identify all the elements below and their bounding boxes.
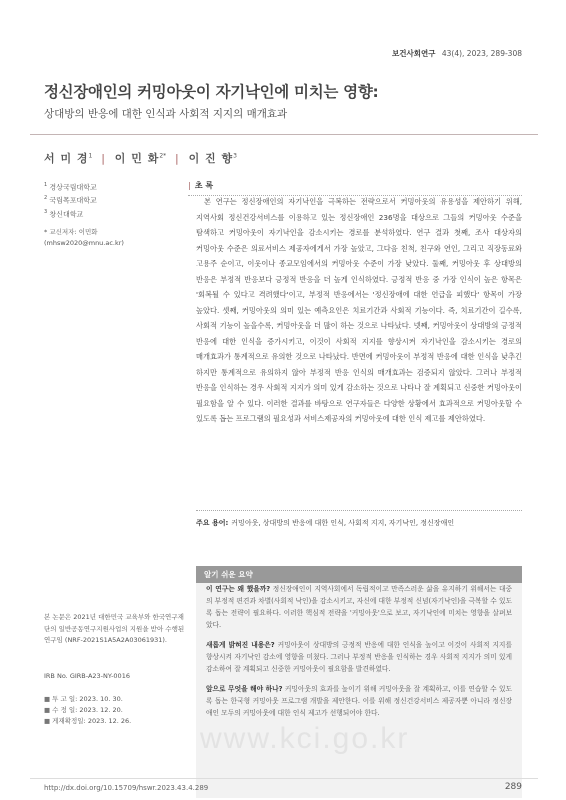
- square-bullet-icon: ■: [44, 706, 51, 714]
- affiliation-item: $^2$ 국립목포대학교: [44, 195, 97, 205]
- easy-summary-section: [196, 683, 522, 719]
- affiliation-item: $^3$ 창신대학교: [44, 208, 84, 218]
- doi-link[interactable]: http://dx.doi.org/10.15709/hswr.2023.43.4.289: [44, 784, 209, 792]
- author-sup: 1: [88, 152, 93, 160]
- title-divider: [30, 134, 538, 135]
- journal-name: 보건사회연구: [391, 49, 436, 58]
- keywords: [196, 510, 522, 528]
- easy-summary-question: 앞으로 무엇을 해야 하나?: [206, 685, 283, 693]
- page-number: 289: [504, 782, 522, 792]
- footer-divider: [30, 778, 538, 779]
- easy-summary-section: [196, 583, 522, 631]
- affiliation-list: [44, 180, 174, 249]
- irb-number: IRB No. GIRB-A23-NY-0016: [44, 672, 130, 680]
- journal-header: [392, 48, 522, 59]
- submission-dates: [44, 694, 131, 727]
- author-separator: |: [175, 152, 180, 165]
- volume-info: 43(4), 2023, 289-308: [441, 49, 522, 58]
- author-name: 이 민 화: [114, 152, 160, 165]
- easy-summary-section: [196, 639, 522, 675]
- date-row: ■ 수 정 일: 2023. 12. 20.: [44, 706, 123, 714]
- square-bullet-icon: ■: [44, 717, 51, 725]
- easy-summary-answer: 커밍아웃이 상대방의 긍정적 반응에 대한 인식을 높이고 이것이 사회적 지지를 향상시켜 자기낙인 감소에 영향을 미쳤다. 그러나 부정적 반응을 인식하는 경우 사회적 지지가 의미 있게 감소하여 잘 계획되고 신중한 커밍아웃이 필요함을 발견하였다.: [206, 641, 512, 673]
- author-name: 이 진 향: [188, 152, 234, 165]
- author-list: [44, 150, 237, 166]
- easy-summary-question: 새롭게 밝혀진 내용은?: [206, 641, 275, 649]
- date-row: ■ 투 고 일: 2023. 10. 30.: [44, 695, 123, 703]
- date-row: ■ 게재확정일: 2023. 12. 26.: [44, 717, 132, 725]
- square-bullet-icon: ■: [44, 695, 51, 703]
- author-sup: 3: [233, 152, 237, 160]
- paper-subtitle: 상대방의 반응에 대한 인식과 사회적 지지의 매개효과: [44, 108, 288, 120]
- easy-summary-answer: 커밍아웃의 효과를 높이기 위해 커밍아웃을 잘 계획하고, 이를 연습할 수 있도록 돕는 한국형 커밍아웃 프로그램 개발을 제안한다. 이를 위해 정신건강서비스 제공자뿐 아니라 정신장애인 모두의 커밍아웃에 대한 인식 제고가 선행되어야 한다.: [206, 685, 513, 717]
- author-name: 서 미 경: [44, 152, 89, 165]
- funding-note: 본 논문은 2021년 대한민국 교육부와 한국연구재단의 일반공동연구지원사업의 지원을 받아 수행된 연구임 (NRF-2021S1A5A2A03061931).: [44, 613, 185, 644]
- paper-title: 정신장애인의 커밍아웃이 자기낙인에 미치는 영향:: [44, 83, 379, 101]
- easy-summary-answer: 정신장애인이 지역사회에서 독립적이고 만족스러운 삶을 유지하기 위해서는 대중의 부정적 편견과 차별(사회적 낙인)을 감소시키고, 자신에 대한 부정적 신념(자기낙인)을 극복할 수 있도록 돕는 전략이 필요하다. 이러한 핵심적 전략을 '커밍아웃'으로 보고, 자기낙인에 미치는 영향을 살펴보았다.: [206, 585, 512, 629]
- easy-summary-box: [196, 566, 522, 798]
- abstract-heading: | 초 록: [188, 180, 522, 196]
- affiliation-item: $^1$ 경상국립대학교: [44, 182, 97, 192]
- watermark: www.kci.go.kr: [200, 722, 410, 755]
- abstract-body: 본 연구는 정신장애인의 자기낙인을 극복하는 전략으로서 커밍아웃의 유용성을 제안하기 위해, 지역사회 정신건강서비스를 이용하고 있는 정신장애인 236명을 대상으로 그들의 커밍아웃 수준을 탐색하고 커밍아웃이 자기낙인을 감소시키는 경로를 분석하였다. 연구 결과 첫째, 조사 대상자의 커밍아웃 수준은 의료서비스 제공자에게서 가장 높았고, 그다음 친척, 친구와 연인, 그리고 직장동료와 고용주 순이고, 이웃이나 종교모임에서의 커밍아웃 수준이 가장 낮았다. 둘째, 커밍아웃 후 상대방의 반응은 부정적 반응보다 긍정적 반응을 더 높게 인식하였다. 긍정적 반응 중 가장 인식이 높은 항목은 '회복될 수 있다고 격려했다'이고, 부정적 반응에서는 '정신장애에 대한 언급을 피했다' 항목이 가장 높았다. 셋째, 커밍아웃의 의미 있는 예측요인은 치료기간과 사회적 기능이다. 즉, 치료기간이 길수록, 사회적 기능이 높을수록, 커밍아웃을 더 많이 하는 것으로 나타났다. 넷째, 커밍아웃이 상대방의 긍정적 반응에 대한 인식을 증가시키고, 이것이 사회적 지지를 향상시켜 자기낙인을 감소시키는 경로의 매개효과가 통계적으로 유의한 것으로 나타났다. 반면에 커밍아웃이 부정적 반응에 대한 인식을 낮추긴 하지만 통계적으로 유의하지 않아 부정적 반응 인식의 매개효과는 검증되지 않았다. 그러나 부정적 반응을 인식하는 경우 사회적 지지가 의미 있게 감소하는 것으로 나타나 잘 계획되고 신중한 커밍아웃이 필요함을 알 수 있다. 이러한 결과를 바탕으로 연구자들은 다양한 상황에서 효과적으로 커밍아웃할 수 있도록 돕는 프로그램의 필요성과 서비스제공자의 커밍아웃에 대한 인식 제고를 제안하였다.: [196, 197, 522, 423]
- easy-summary-heading: 알기 쉬운 요약: [196, 566, 522, 583]
- heading-bar-icon: |: [188, 181, 191, 190]
- keywords-label: 주요 용어:: [196, 519, 229, 527]
- keywords-text: 커밍아웃, 상대방의 반응에 대한 인식, 사회적 지지, 자기낙인, 정신장애인: [231, 519, 455, 527]
- author-separator: |: [101, 152, 106, 165]
- easy-summary-question: 이 연구는 왜 했을까?: [206, 585, 271, 593]
- author-sup: 2*: [159, 152, 167, 160]
- corresponding-author: * 교신저자: 이민화(mhsw2020@mnu.ac.kr): [44, 227, 124, 247]
